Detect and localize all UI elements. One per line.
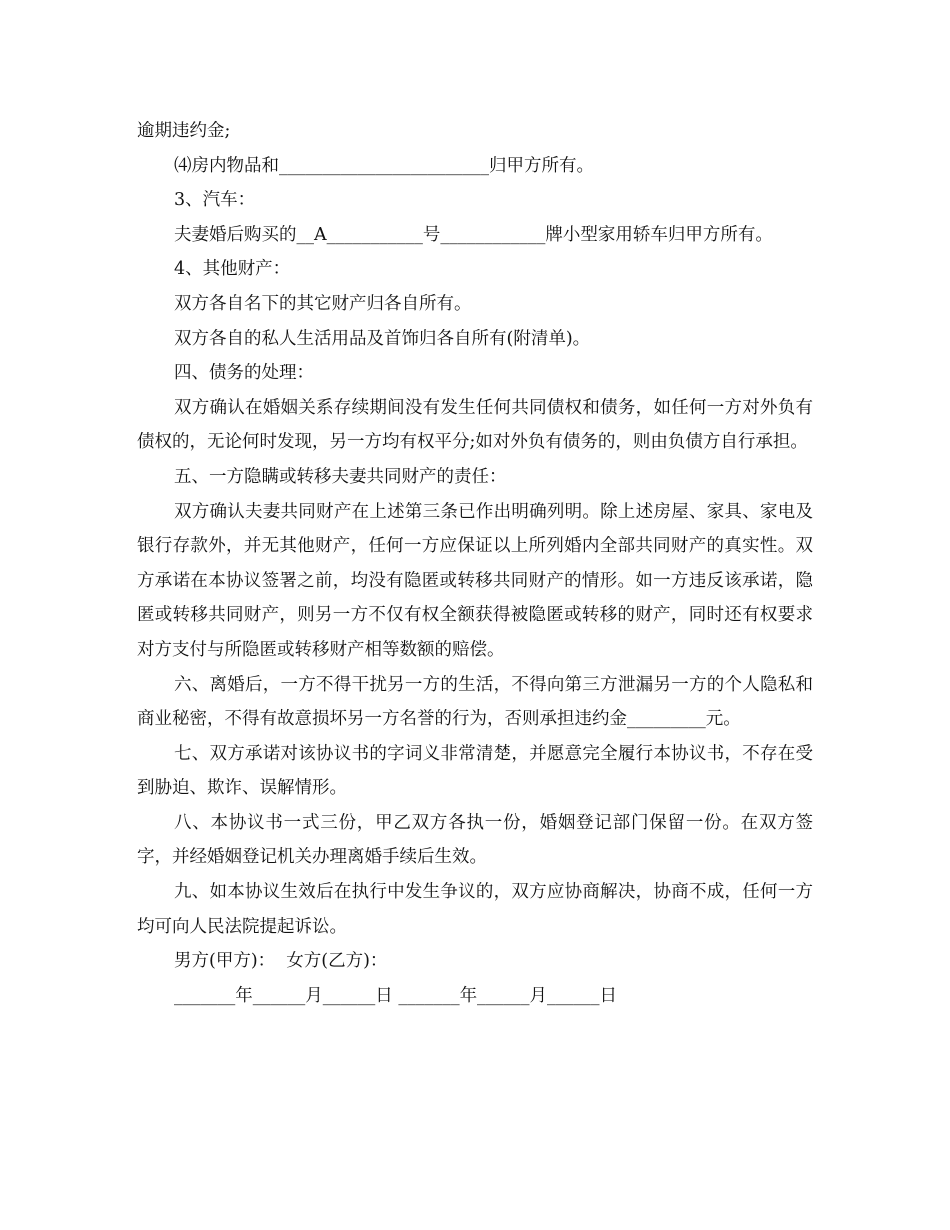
paragraph-concealment: 双方确认夫妻共同财产在上述第三条已作出明确列明。除上述房屋、家具、家电及银行存款外，并无其他财产，任何一方应保证以上所列婚内全部共同财产的真实性。双方承诺在本协议签署之前，均没有隐匿或转移共同财产的情形。如一方违反该承诺，隐匿或转移共同财产，则另一方不仅有权全额获得被隐匿或转移的财产，同时还有权要求对方支付与所隐匿或转移财产相等数额的赔偿。 <box>137 501 813 660</box>
signature-line: 男方(甲方)： 女方(乙方)： <box>174 951 388 972</box>
document-body <box>137 114 813 1013</box>
heading-debt: 四、债务的处理： <box>174 363 314 384</box>
heading-concealment: 五、一方隐瞒或转移夫妻共同财产的责任： <box>174 466 507 487</box>
paragraph-personal-items: 双方各自的私人生活用品及首饰归各自所有(附清单)。 <box>174 328 591 349</box>
paragraph-debt: 双方确认在婚姻关系存续期间没有发生任何共同债权和债务，如任何一方对外负有债权的，无论何时发现，另一方均有权平分;如对外负有债务的，则由负债方自行承担。 <box>137 397 813 453</box>
date-line: _______年______月______日 _______年______月______日 <box>174 985 618 1006</box>
paragraph-car: 夫妻婚后购买的__A___________号____________牌小型家用轿车归甲方所有。 <box>174 224 773 245</box>
heading-other-property: 4、其他财产： <box>174 259 291 280</box>
clause-six: 六、离婚后，一方不得干扰另一方的生活，不得向第三方泄漏另一方的个人隐私和商业秘密，不得有故意损坏另一方名誉的行为，否则承担违约金_________元。 <box>137 674 813 730</box>
paragraph-other-property: 双方各自名下的其它财产归各自所有。 <box>174 293 472 314</box>
clause-seven: 七、双方承诺对该协议书的字词义非常清楚，并愿意完全履行本协议书，不存在受到胁迫、欺诈、误解情形。 <box>137 743 813 799</box>
paragraph-overdue-penalty: 逾期违约金; <box>137 121 231 141</box>
heading-car: 3、汽车： <box>174 190 256 211</box>
clause-nine: 九、如本协议生效后在执行中发生争议的，双方应协商解决，协商不成，任何一方均可向人民法院提起诉讼。 <box>137 882 813 937</box>
clause-eight: 八、本协议书一式三份，甲乙双方各执一份，婚姻登记部门保留一份。在双方签字，并经婚姻登记机关办理离婚手续后生效。 <box>137 812 813 868</box>
paragraph-household-items: ⑷房内物品和________________________归甲方所有。 <box>174 155 594 176</box>
